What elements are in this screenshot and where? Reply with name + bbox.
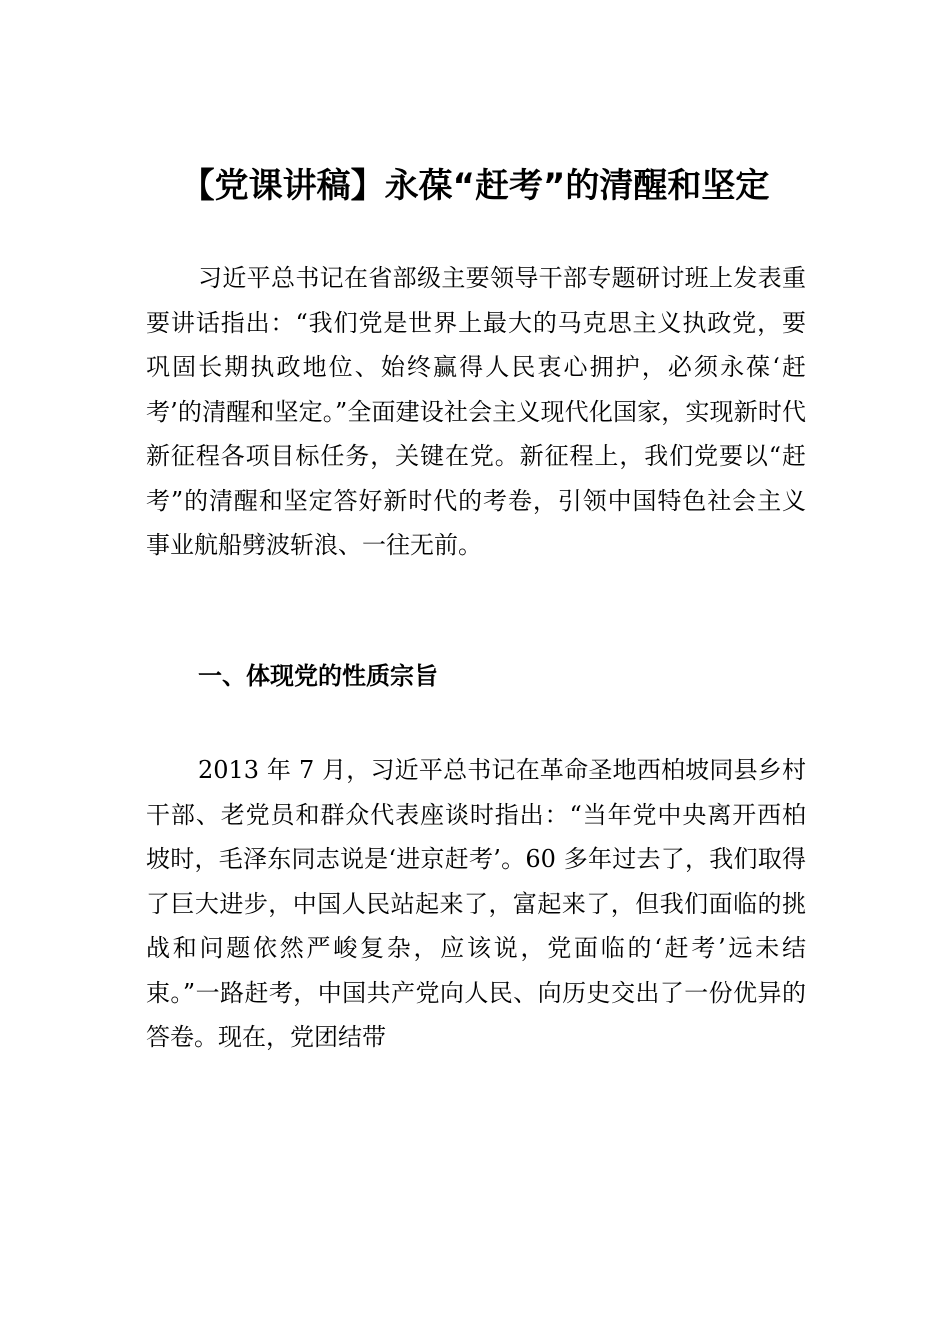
paragraph-body: 2013 年 7 月，习近平总书记在革命圣地西柏坡同县乡村干部、老党员和群众代表座谈时指出：“当年党中央离开西柏坡时，毛泽东同志说是‘进京赶考’。60 多年过去了，我们取得了巨大进步，中国人民站起来了，富起来了，但我们面临的挑战和问题依然严峻复杂，应该说，党面临的‘赶考’远未结束。”一路赶考，中国共产党向人民、向历史交出了一份优异的答卷。现在，党团结带 (146, 756, 806, 1051)
document-title: 【党课讲稿】永葆“赶考”的清醒和坚定 (180, 166, 770, 206)
section-heading: 一、体现党的性质宗旨 (198, 662, 438, 690)
paragraph-intro: 习近平总书记在省部级主要领导干部专题研讨班上发表重要讲话指出：“我们党是世界上最大的马克思主义执政党，要巩固长期执政地位、始终赢得人民衷心拥护，必须永葆‘赶考’的清醒和坚定。”全面建设社会主义现代化国家，实现新时代新征程各项目标任务，关键在党。新征程上，我们党要以“赶考”的清醒和坚定答好新时代的考卷，引领中国特色社会主义事业航船劈波斩浪、一往无前。 (146, 264, 806, 559)
